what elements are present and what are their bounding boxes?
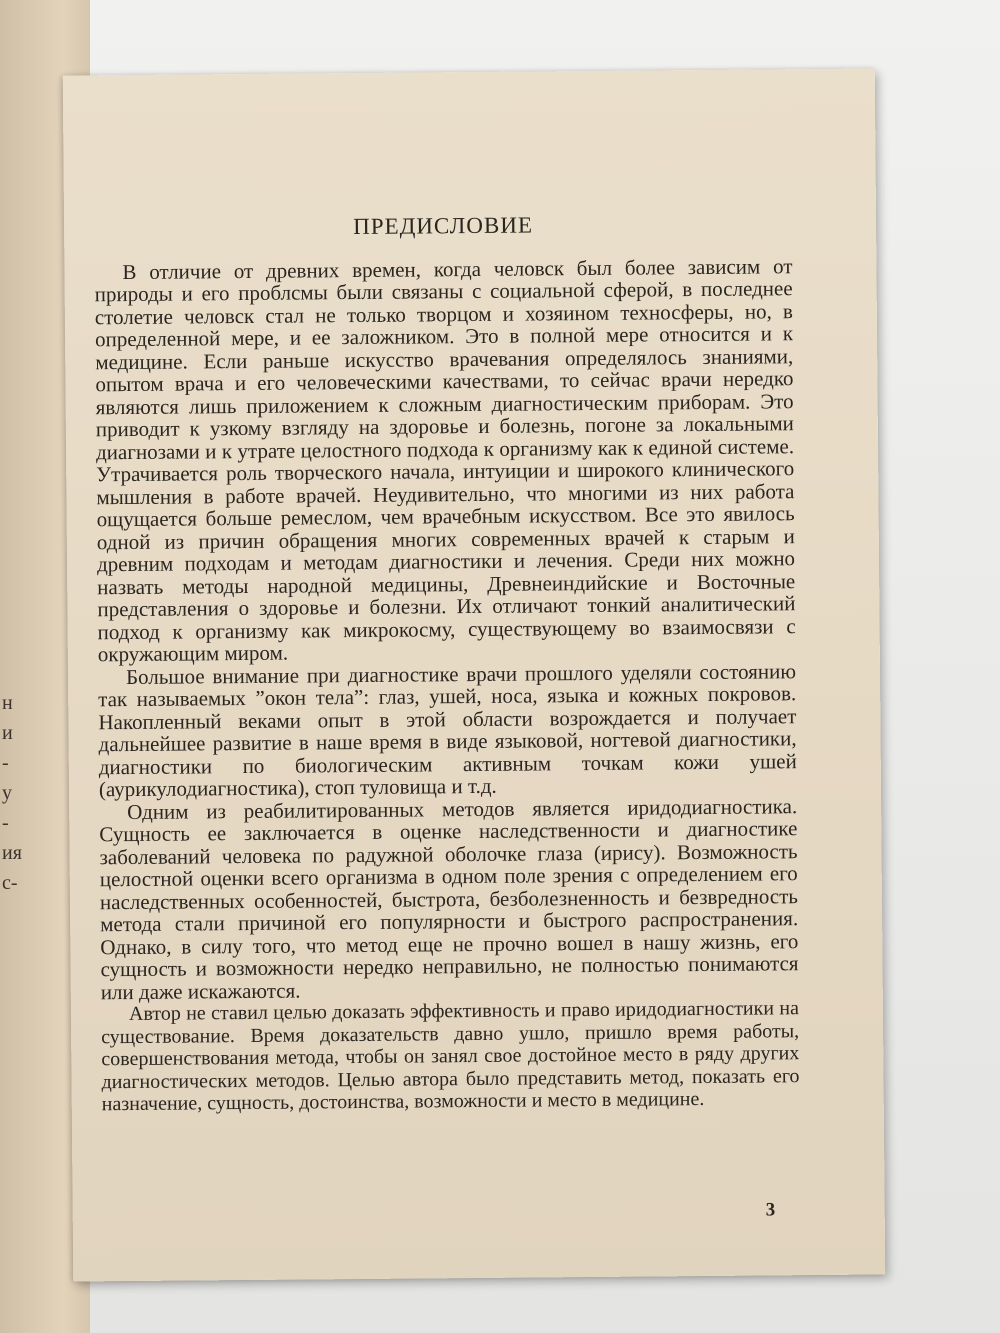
book-page [63,68,885,1281]
page-number: 3 [765,1199,776,1221]
previous-page-text-fragments [2,688,32,898]
page-content [94,212,800,1116]
fragment: у [2,782,12,804]
fragment: с- [2,872,18,894]
paragraph-1: В отличие от древних времен, когда человск был более зависим от природы и его проблсмы были связаны с социальной сферой, в последнее столетие человск стал не только творцом и хозяином техносферы, но, в определенной мере, и ее заложником. Это в полной мере относится и к медицине. Если раньше искусство врачевания определялось знаниями, опытом врача и его человеческими качествами, то сейчас врачи нередко являются лишь приложением к сложным диагностическим приборам. Это приводит к узкому взгляду на здоровье и болезнь, погоне за локальными диагнозами и к утрате целостного подхода к организму как к единой системе. Утрачивается роль творческого начала, интуиции и широкого клинического мышления в работе врачей. Неудивительно, что многими из них работа ощущается больше ремеслом, чем врачебным искусством. Все это явилось одной из причин обращения многих современных врачей к старым и древним подходам и методам диагностики и лечения. Среди них можно назвать методы народной медицины, Древнеиндийские и Восточные представления о здоровье и болезни. Их отличают тонкий аналитический подход к организму как микрокосму, существующему во взаимосвязи с окружающим миром. [94,253,796,667]
paragraph-4: Автор не ставил целью доказать эффективность и право иридодиагностики на существование. Время доказательств давно ушло, пришло время работы, совершенствования метода, чтобы он занял свое достойное место в ряду других диагностических методов. Целью автора было представить метод, показать его назначение, сущность, достоинства, возможности и место в медицине. [101,997,800,1116]
fragment: - [2,752,9,774]
fragment: н [2,692,13,714]
fragment: ия [2,842,22,864]
fragment: - [2,812,9,834]
paragraph-3: Одним из реабилитированных методов является иридодиагностика. Сущность ее заключается в оценке наследственности и диагностике заболеваний человека по радужной оболочке глаза (ирису). Возможность целостной оценки всего организма в одном поле зрения с определением его наследственных особенностей, быстрота, безболезненность и безвредность метода стали причиной его популярности и быстрого распространения. Однако, в силу того, что метод еще не прочно вошел в нашу жизнь, его сущность и возможности нередко неправильно, не полностью понимаются или даже искажаются. [99,793,799,1004]
fragment: и [2,722,13,744]
page-title: ПРЕДИСЛОВИЕ [353,212,534,240]
paragraph-2: Большое внимание при диагностике врачи прошлого уделяли состоянию так называемых ”окон тела”: глаз, ушей, носа, языка и кожных покровов. Накопленный веками опыт в этой области возрождается и получает дальнейшее развитие в наше время в виде языковой, ногтевой диагностики, диагностики по биологическим активным точкам кожи ушей (аурикулодиагностика), стоп туловища и т.д. [98,658,797,802]
